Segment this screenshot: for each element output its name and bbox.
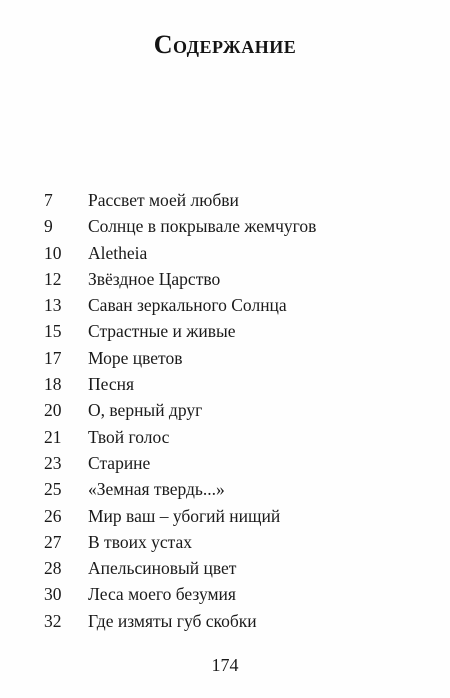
toc-entry (44, 266, 424, 292)
toc-entry (44, 371, 424, 397)
toc-entry (44, 450, 424, 476)
page-title: Содержание (153, 30, 297, 59)
toc-entry-title: Где измяты губ скобки (88, 610, 257, 631)
toc-entry-page: 13 (44, 295, 62, 316)
toc-entry-title: «Земная твердь...» (88, 479, 225, 500)
toc-entry-page: 23 (44, 452, 62, 473)
toc-entry-page: 32 (44, 610, 62, 631)
toc-entry-page: 30 (44, 584, 62, 605)
table-of-contents (44, 187, 424, 634)
toc-entry-page: 21 (44, 426, 62, 447)
toc-entry (44, 555, 424, 581)
toc-entry (44, 529, 424, 555)
toc-entry-page: 7 (44, 190, 53, 210)
toc-entry-page: 9 (44, 216, 53, 237)
toc-entry-page: 17 (44, 347, 62, 368)
toc-entry-page: 15 (44, 321, 62, 342)
toc-entry-title: Море цветов (88, 347, 183, 368)
toc-entry (44, 397, 424, 423)
toc-entry-title: Твой голос (88, 426, 170, 447)
toc-entry (44, 345, 424, 371)
toc-entry-title: Звёздное Царство (88, 268, 221, 289)
toc-entry (44, 424, 424, 450)
toc-entry-page: 25 (44, 479, 62, 500)
toc-entry (44, 503, 424, 529)
toc-entry (44, 476, 424, 502)
toc-entry-page: 12 (44, 268, 62, 289)
toc-entry-title: В твоих устах (88, 531, 192, 552)
toc-entry-page: 28 (44, 558, 62, 579)
toc-entry (44, 187, 424, 213)
toc-entry-title: Страстные и живые (88, 321, 236, 342)
toc-entry-page: 18 (44, 374, 62, 395)
toc-entry (44, 581, 424, 607)
toc-entry-title: Aletheia (88, 242, 148, 263)
toc-entry (44, 318, 424, 344)
toc-entry-title: Леса моего безумия (88, 584, 236, 605)
toc-entry (44, 240, 424, 266)
toc-entry (44, 213, 424, 239)
toc-entry-title: Апельсиновый цвет (88, 558, 237, 579)
page-number: 174 (211, 655, 239, 675)
toc-entry-title: О, верный друг (88, 400, 203, 421)
toc-entry-page: 10 (44, 242, 62, 263)
toc-entry-title: Старине (88, 452, 151, 473)
toc-entry-title: Мир ваш – убогий нищий (88, 505, 281, 526)
toc-entry-page: 20 (44, 400, 62, 421)
toc-entry (44, 608, 424, 634)
toc-entry-page: 27 (44, 531, 62, 552)
toc-entry-title: Солнце в покрывале жемчугов (88, 216, 317, 237)
toc-entry (44, 292, 424, 318)
toc-entry-title: Саван зеркального Солнца (88, 295, 287, 316)
toc-entry-title: Рассвет моей любви (88, 190, 239, 210)
toc-entry-page: 26 (44, 505, 62, 526)
toc-entry-title: Песня (88, 374, 135, 395)
